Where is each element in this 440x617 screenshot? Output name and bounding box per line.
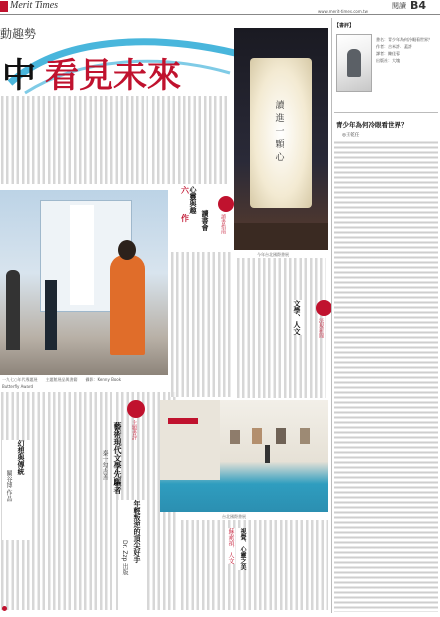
headline-part2: 看見未來 [45, 56, 181, 96]
topic-badge-3 [127, 400, 145, 418]
bookinfo-lines [376, 36, 440, 64]
sidebar-byline: ◎王乾任 [342, 133, 360, 138]
photo-left-caption: 一九七○年代專題展 主題館展品與書籍 攝影：Kenny Book [2, 377, 122, 382]
bookinfo-title: 【書評】 [334, 23, 355, 29]
gallery-frame-3 [276, 428, 286, 444]
headline-kicker: 動趣勢 [0, 27, 37, 41]
red-label-1: 六 [181, 186, 189, 195]
bookinfo-line-3: 譯者：陳佳蓉 [376, 51, 400, 56]
bookinfo-line-2: 作者：吉米許．蓋許 [376, 44, 412, 49]
vertical-title-2: 文學、人文 [293, 300, 301, 335]
photo-gallery [160, 400, 328, 512]
gallery-frame-4 [300, 428, 310, 444]
masthead-rule [0, 14, 440, 15]
book-cover [336, 34, 372, 92]
sidebar-divider [331, 18, 332, 613]
lantern-char-1: 讀 [275, 101, 285, 111]
body-text-bottom-center [180, 520, 328, 610]
photo-left-credit: Butterfly Award [2, 384, 34, 389]
page-number: B4 [410, 0, 427, 12]
topic-badge-3-text: 主題書評 [131, 420, 137, 440]
bookinfo-line-1: 書名：青少年為何冷眼看世界？ [376, 37, 432, 42]
lantern-text [274, 98, 286, 163]
gallery-red-sign [168, 418, 198, 424]
lantern-char-4: 顆 [275, 140, 285, 150]
photo-person-left [6, 270, 20, 350]
sidebar-rule [334, 112, 438, 113]
body-text-left-top [0, 96, 228, 184]
gallery-frame-2 [252, 428, 262, 444]
book-cover-figure [347, 49, 361, 77]
sidebar-article-body [334, 140, 438, 612]
gallery-frame-1 [230, 430, 240, 444]
book-kicker: 視覺、心靈之美 [239, 528, 246, 570]
body-text-center [170, 252, 232, 397]
gallery-wall-left [160, 400, 220, 480]
photo-tall-caption: 今年台北國際書展 [257, 252, 289, 257]
section-label: 閱讀 [392, 2, 406, 10]
vertical-title-box-1 [2, 440, 30, 540]
vertical-author-1: 秦一勾吉善 [101, 450, 108, 480]
vertical-heading-a: 心靈與趣 [189, 186, 197, 214]
bookinfo-line-4: 出版社：大塊 [376, 58, 400, 63]
photo-person-orange-head [118, 240, 136, 260]
body-text-left-top-gap [148, 96, 152, 184]
paper-name: Merit Times [10, 0, 59, 11]
headline-part1: 中 [2, 56, 36, 96]
vertical-title-1: 藝術現代文學先驅者 [113, 422, 122, 494]
photo-person-orange [110, 255, 145, 355]
photo-lantern [234, 28, 328, 250]
topic-badge-2-text: 法規新聞 [318, 318, 324, 338]
lantern-char-5: 心 [275, 153, 285, 163]
photo-exhibition [0, 190, 168, 375]
masthead-logo [0, 1, 8, 12]
body-text-center-right [236, 258, 326, 398]
vertical-author-3: Dr. Zzp 出版 [121, 540, 128, 576]
red-label-2: 作 [181, 214, 189, 223]
vertical-title-3: 幻想與傳統 [17, 440, 25, 475]
gallery-visitor [265, 445, 270, 463]
sidebar-bookinfo [334, 20, 440, 110]
topic-badge-1-text: 讀書指南 [220, 214, 226, 234]
photo-bottom-caption: 台北國際書展 [222, 514, 246, 519]
page-corner-mark [2, 606, 7, 611]
vertical-title-4: 年輕叛逆的頂尖好手 [133, 500, 141, 563]
topic-badge-2 [316, 300, 332, 316]
vertical-heading-b: 讀書會 [201, 210, 209, 231]
lantern-crowd [234, 223, 328, 250]
red-caption: 蘇素禎．人文 [227, 528, 234, 564]
lantern-char-2: 進 [275, 114, 285, 124]
masthead [0, 0, 440, 14]
vertical-title-box-2 [118, 500, 146, 610]
vertical-author-2: 關谷博 作品 [5, 470, 12, 502]
photo-person-middle [45, 280, 57, 350]
website: www.merit-times.com.tw [318, 9, 368, 14]
topic-badge-1 [218, 196, 234, 212]
lantern-char-3: 一 [275, 127, 285, 137]
sidebar-article-title: 青少年為何冷眼看世界？ [336, 121, 408, 129]
photo-booth-pillar [70, 205, 94, 305]
